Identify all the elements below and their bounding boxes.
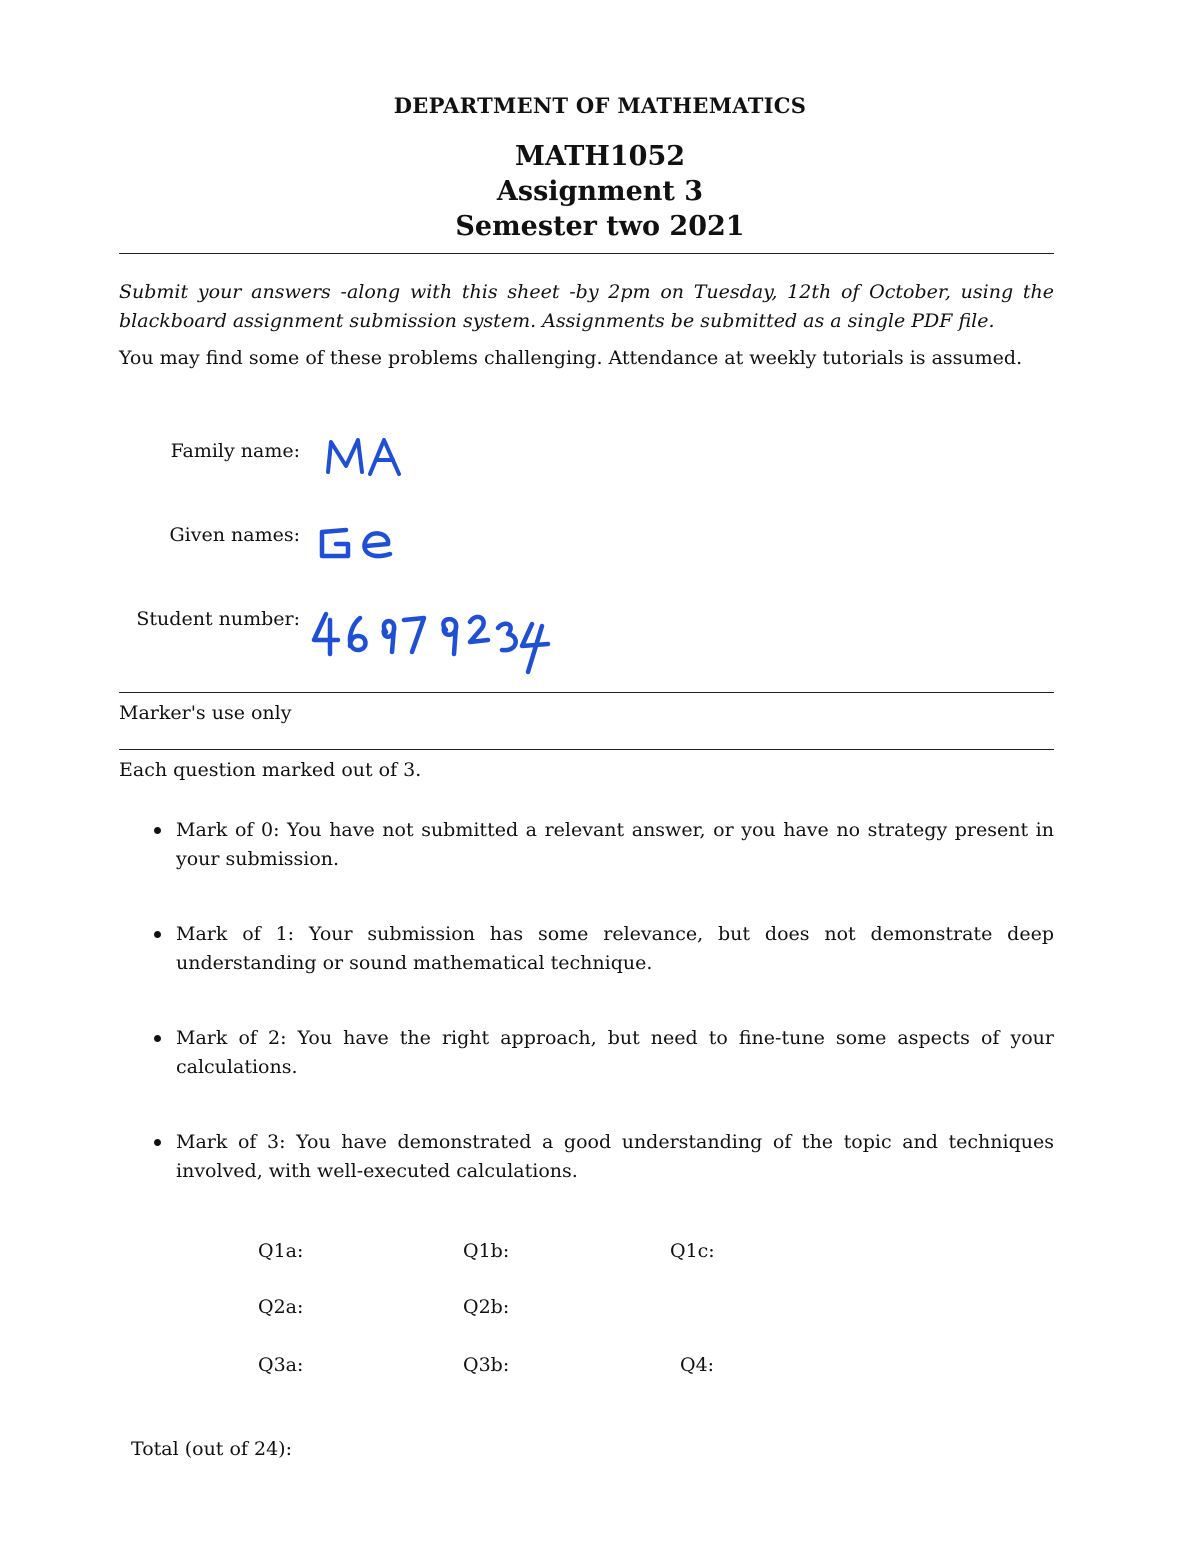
marking-criteria-list	[154, 816, 1054, 1232]
family-name-handwriting	[322, 432, 412, 482]
q1a-label: Q1a:	[258, 1240, 304, 1262]
q1b-label: Q1b:	[463, 1240, 510, 1262]
assignment-title: Assignment 3	[496, 176, 704, 207]
criteria-text: Mark of 3: You have demonstrated a good understanding of the topic and techniques involved, with well-executed calculations.	[176, 1131, 1054, 1182]
q1c-label: Q1c:	[670, 1240, 715, 1262]
given-names-handwriting	[316, 520, 406, 566]
divider-top	[119, 253, 1054, 254]
criteria-item-mark-3	[154, 1128, 1054, 1186]
course-code: MATH1052	[514, 141, 686, 172]
q2b-label: Q2b:	[463, 1296, 510, 1318]
student-number-label: Student number:	[136, 608, 300, 630]
bullet-icon	[154, 827, 161, 834]
marking-scale-note: Each question marked out of 3.	[119, 759, 422, 781]
bullet-icon	[154, 1139, 161, 1146]
q3b-label: Q3b:	[463, 1354, 510, 1376]
divider-marker-bottom	[119, 749, 1054, 750]
department-heading: DEPARTMENT OF MATHEMATICS	[393, 93, 807, 118]
criteria-item-mark-1	[154, 920, 1054, 978]
marker-use-heading: Marker's use only	[119, 702, 292, 724]
criteria-item-mark-0	[154, 816, 1054, 874]
semester-title: Semester two 2021	[455, 211, 745, 242]
family-name-label: Family name:	[170, 440, 300, 462]
given-names-label: Given names:	[169, 524, 300, 546]
challenge-note: You may find some of these problems challenging. Attendance at weekly tutorials is assumed.	[119, 347, 1023, 369]
q4-label: Q4:	[680, 1354, 715, 1376]
bullet-icon	[154, 1035, 161, 1042]
criteria-text: Mark of 1: Your submission has some relevance, but does not demonstrate deep understanding or sound mathematical technique.	[176, 923, 1054, 974]
submission-instructions: Submit your answers -along with this sheet -by 2pm on Tuesday, 12th of October, using the blackboard assignment submission system. Assignments be submitted as a single PDF file.	[119, 281, 1054, 332]
criteria-text: Mark of 0: You have not submitted a relevant answer, or you have no strategy present in your submission.	[176, 819, 1054, 870]
total-label: Total (out of 24):	[131, 1438, 292, 1460]
bullet-icon	[154, 931, 161, 938]
criteria-item-mark-2	[154, 1024, 1054, 1082]
q3a-label: Q3a:	[258, 1354, 304, 1376]
divider-marker-top	[119, 692, 1054, 693]
criteria-text: Mark of 2: You have the right approach, but need to fine-tune some aspects of your calculations.	[176, 1027, 1054, 1078]
q2a-label: Q2a:	[258, 1296, 304, 1318]
student-number-handwriting	[308, 606, 558, 676]
